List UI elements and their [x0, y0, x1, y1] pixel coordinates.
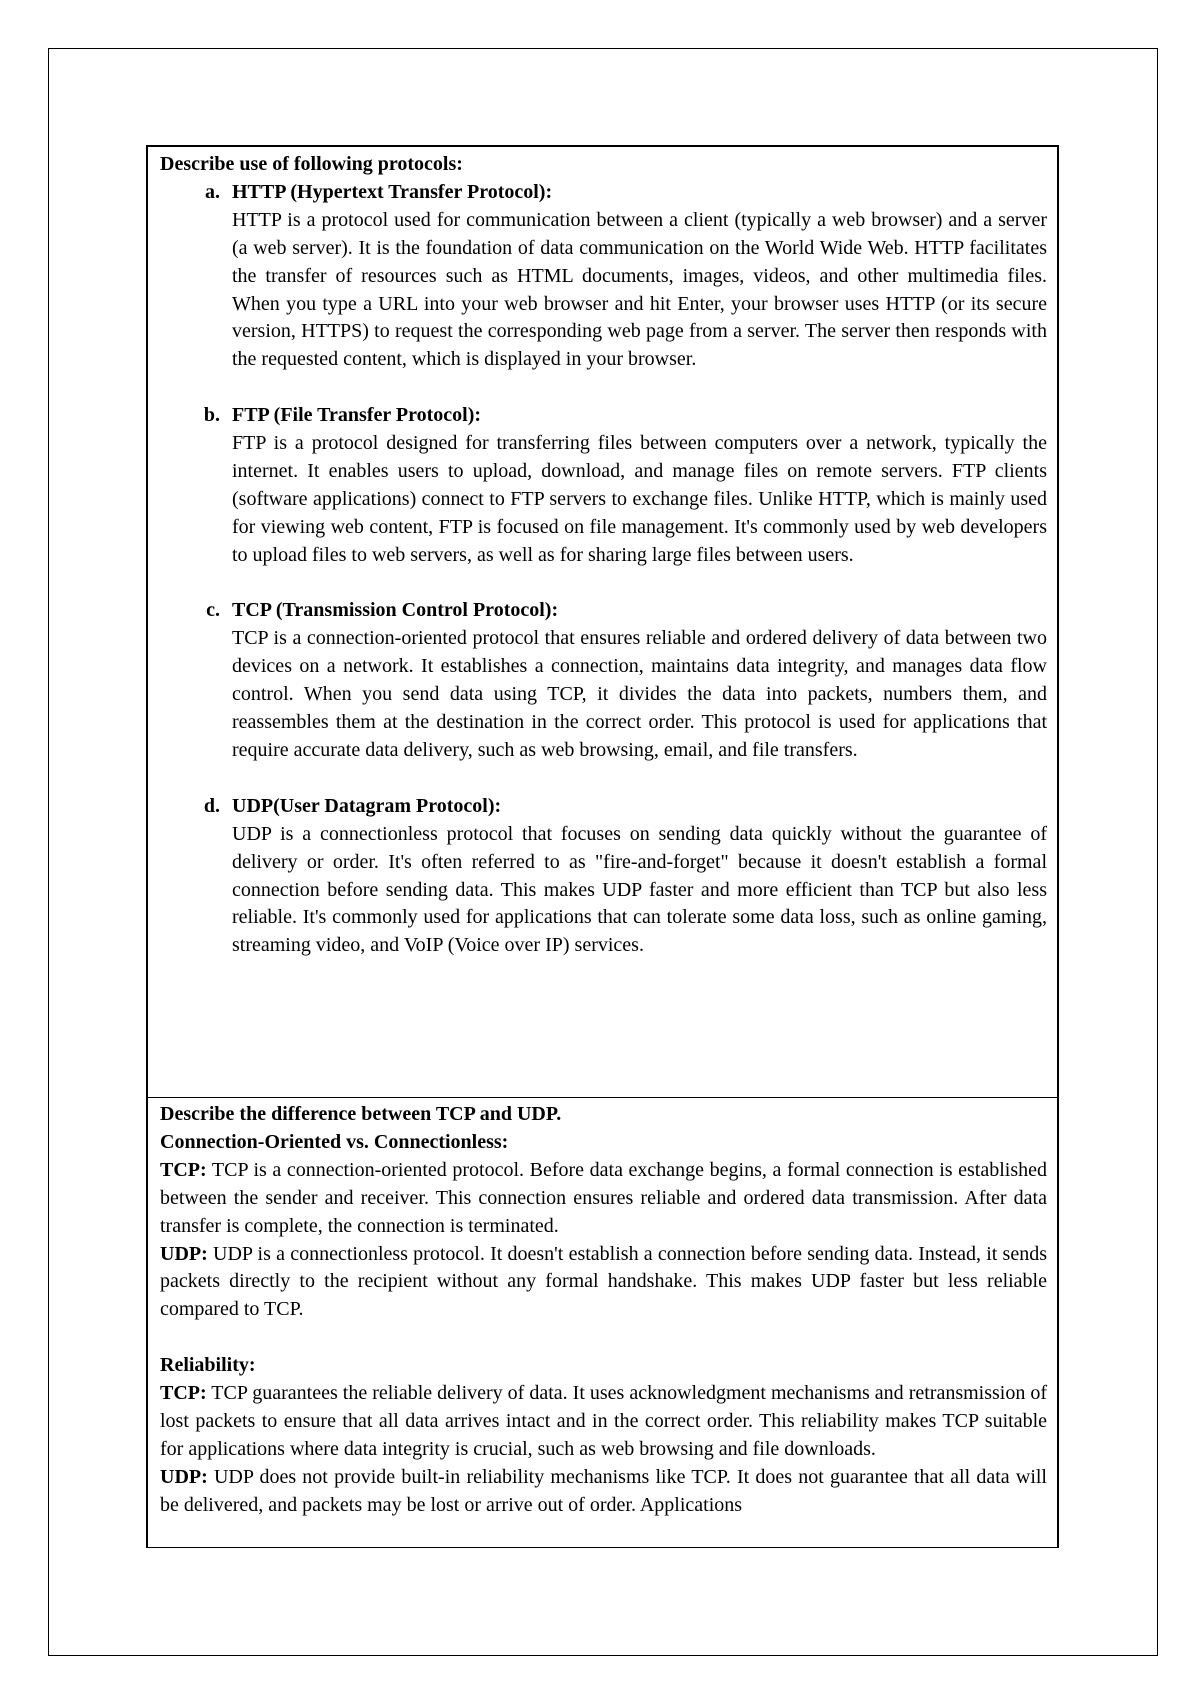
item-marker: d.: [203, 794, 220, 817]
udp-reliability-text: UDP does not provide built-in reliability mechanisms like TCP. It does not guarantee that all data will be delivered, and packets may be lost or arrive out of order. Applications: [160, 1465, 1047, 1516]
protocol-item-tcp: [160, 597, 1047, 764]
item-title: TCP (Transmission Control Protocol):: [232, 599, 559, 622]
udp-connection-text: UDP is a connectionless protocol. It doesn't establish a connection before sending data. Instead, it sends packets directly to the recipient without any formal handshake. This makes UDP faster but less reliable compared to TCP.: [160, 1242, 1047, 1321]
connection-subheading: Connection-Oriented vs. Connectionless:: [160, 1130, 509, 1153]
item-text: TCP is a connection-oriented protocol that ensures reliable and ordered delivery of data between two devices on a network. It establishes a connection, maintains data integrity, and manages data flow control. When you send data using TCP, it divides the data into packets, numbers them, and reassembles them at the destination in the correct order. This protocol is used for applications that require accurate data delivery, such as web browsing, email, and file transfers.: [232, 627, 1047, 761]
tcp-label: TCP:: [160, 1158, 207, 1181]
difference-cell: [148, 1098, 1057, 1547]
item-body: [232, 793, 1047, 960]
udp-reliability-paragraph: [160, 1464, 1047, 1520]
item-body: [232, 402, 1047, 569]
udp-label: UDP:: [160, 1465, 208, 1488]
protocol-item-ftp: [160, 402, 1047, 569]
udp-label: UDP:: [160, 1242, 208, 1265]
item-title: HTTP (Hypertext Transfer Protocol):: [232, 180, 553, 203]
content-table: [146, 145, 1059, 1548]
udp-connection-paragraph: [160, 1241, 1047, 1325]
item-marker: a.: [205, 180, 220, 203]
tcp-connection-paragraph: [160, 1157, 1047, 1241]
item-text: FTP is a protocol designed for transferring files between computers over a network, typically the internet. It enables users to upload, download, and manage files on remote servers. FTP clients (software applications) connect to FTP servers to exchange files. Unlike HTTP, which is mainly used for viewing web content, FTP is focused on file management. It's commonly used by web developers to upload files to web servers, as well as for sharing large files between users.: [232, 432, 1047, 566]
item-title: FTP (File Transfer Protocol):: [232, 404, 482, 427]
tcp-reliability-paragraph: [160, 1380, 1047, 1464]
reliability-subheading: Reliability:: [160, 1354, 256, 1377]
item-title: UDP(User Datagram Protocol):: [232, 794, 502, 817]
tcp-connection-text: TCP is a connection-oriented protocol. Before data exchange begins, a formal connection is established between the sender and receiver. This connection ensures reliable and ordered data transmission. After data transfer is complete, the connection is terminated.: [160, 1158, 1047, 1237]
item-body: [232, 179, 1047, 374]
item-text: HTTP is a protocol used for communication between a client (typically a web browser) and a server (a web server). It is the foundation of data communication on the World Wide Web. HTTP facilitates the transfer of resources such as HTML documents, images, videos, and other multimedia files. When you type a URL into your web browser and hit Enter, your browser uses HTTP (or its secure version, HTTPS) to request the corresponding web page from a server. The server then responds with the requested content, which is displayed in your browser.: [232, 208, 1047, 371]
item-marker: c.: [206, 599, 220, 622]
item-text: UDP is a connectionless protocol that focuses on sending data quickly without the guarantee of delivery or order. It's often referred to as "fire-and-forget" because it doesn't establish a formal connection before sending data. This makes UDP faster and more efficient than TCP but also less reliable. It's commonly used for applications that can tolerate some data loss, such as online gaming, streaming video, and VoIP (Voice over IP) services.: [232, 822, 1047, 957]
protocols-heading: Describe use of following protocols:: [160, 153, 463, 175]
protocol-item-http: [160, 179, 1047, 374]
protocol-item-udp: [160, 793, 1047, 960]
tcp-reliability-text: TCP guarantees the reliable delivery of data. It uses acknowledgment mechanisms and retransmission of lost packets to ensure that all data arrives intact and in the correct order. This reliability makes TCP suitable for applications where data integrity is crucial, such as web browsing and file downloads.: [160, 1382, 1047, 1460]
paragraph-spacer: [160, 1324, 1047, 1352]
protocols-cell: [148, 147, 1057, 1098]
item-marker: b.: [203, 404, 220, 427]
difference-heading: Describe the difference between TCP and UDP.: [160, 1103, 562, 1125]
item-body: [232, 597, 1047, 764]
tcp-label: TCP:: [160, 1382, 207, 1405]
